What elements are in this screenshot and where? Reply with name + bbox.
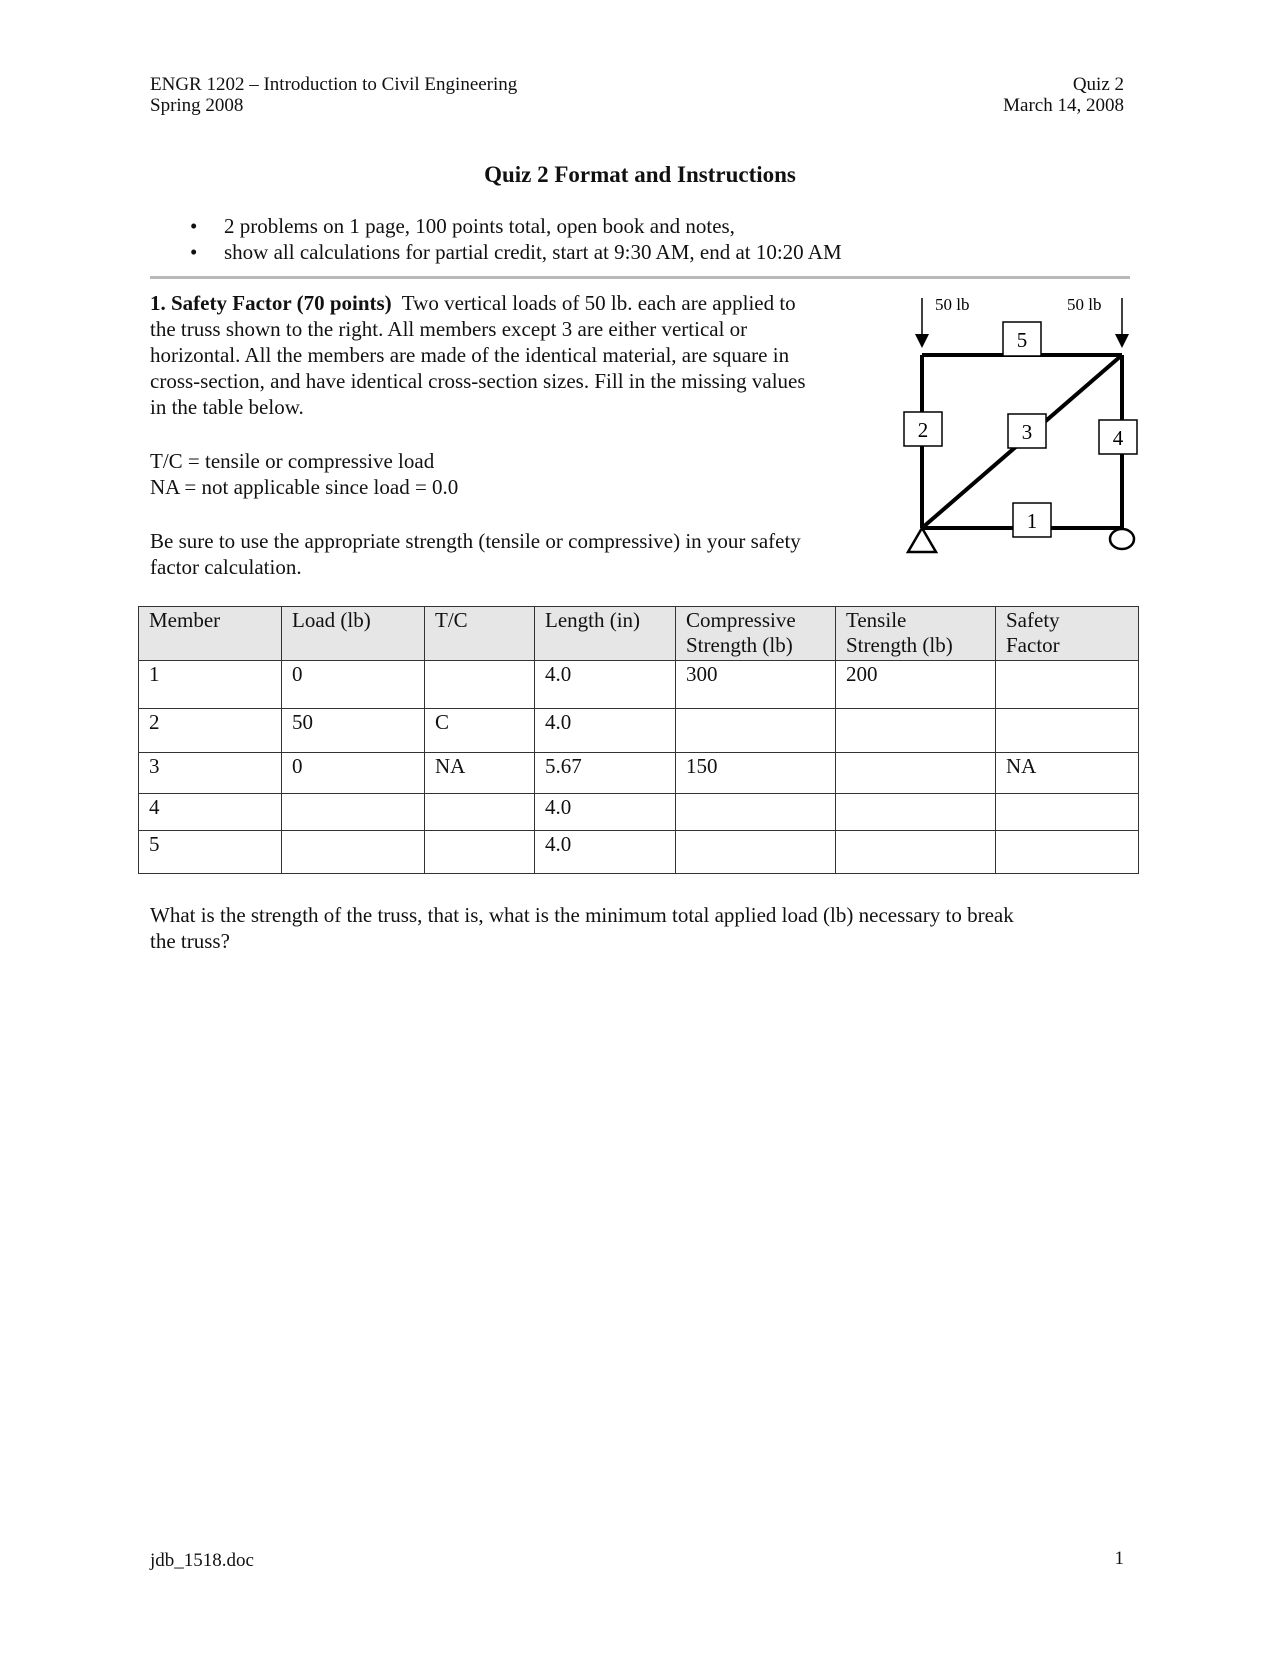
- arrowhead-left-icon: [915, 334, 929, 348]
- cell: [996, 831, 1139, 874]
- instructions-list: [186, 213, 842, 265]
- cell: [996, 794, 1139, 831]
- cell: [676, 794, 836, 831]
- cell: [836, 709, 996, 753]
- table-row: [139, 831, 1139, 874]
- safety-note: [150, 528, 801, 580]
- footer-filename: jdb_1518.doc: [150, 1550, 254, 1571]
- problem-intro: [150, 290, 890, 420]
- term: Spring 2008: [150, 95, 244, 116]
- cell: [676, 831, 836, 874]
- cell: 50: [282, 709, 425, 753]
- cell: [996, 709, 1139, 753]
- cell: 0: [282, 661, 425, 709]
- note-line: Be sure to use the appropriate strength (tensile or compressive) in your safety: [150, 529, 801, 553]
- roller-support-icon: [1110, 529, 1134, 549]
- table-row: [139, 753, 1139, 794]
- pin-support-icon: [908, 528, 936, 552]
- cell: [425, 661, 535, 709]
- cell: 4.0: [535, 831, 676, 874]
- question-line: What is the strength of the truss, that is, what is the minimum total applied load (lb) necessary to break: [150, 903, 1014, 927]
- col-header: Safety Factor: [996, 607, 1139, 661]
- table-row: [139, 661, 1139, 709]
- problem-label: 1. Safety Factor (70 points): [150, 291, 392, 315]
- intro-line: Two vertical loads of 50 lb. each are applied to: [401, 291, 796, 315]
- col-header: Member: [139, 607, 282, 661]
- member-label-2: 2: [917, 418, 929, 442]
- cell: 4.0: [535, 661, 676, 709]
- cell: [836, 753, 996, 794]
- member-label-5: 5: [1016, 328, 1028, 352]
- truss-diagram: [895, 290, 1145, 560]
- member-label-4: 4: [1112, 426, 1124, 450]
- definitions: [150, 448, 458, 500]
- cell: 200: [836, 661, 996, 709]
- load-label-left: 50 lb: [935, 295, 970, 314]
- course-title: ENGR 1202 – Introduction to Civil Engineering: [150, 74, 518, 95]
- cell: [836, 831, 996, 874]
- cell: [425, 831, 535, 874]
- quiz-number: Quiz 2: [1072, 74, 1124, 95]
- col-header: Compressive Strength (lb): [676, 607, 836, 661]
- intro-line: horizontal. All the members are made of the identical material, are square in: [150, 343, 790, 367]
- load-label-right: 50 lb: [1067, 295, 1102, 314]
- cell: NA: [996, 753, 1139, 794]
- divider: [150, 276, 1130, 279]
- quiz-date: March 14, 2008: [1003, 95, 1124, 116]
- page-number: 1: [1114, 1548, 1124, 1569]
- cell: [836, 794, 996, 831]
- cell: 0: [282, 753, 425, 794]
- intro-line: cross-section, and have identical cross-section sizes. Fill in the missing values: [150, 369, 806, 393]
- cell: 3: [139, 753, 282, 794]
- cell: 4.0: [535, 709, 676, 753]
- note-line: factor calculation.: [150, 555, 302, 579]
- col-header: Tensile Strength (lb): [836, 607, 996, 661]
- cell: 150: [676, 753, 836, 794]
- cell: [425, 794, 535, 831]
- cell: 4.0: [535, 794, 676, 831]
- cell: [282, 831, 425, 874]
- cell: 5.67: [535, 753, 676, 794]
- col-header: Load (lb): [282, 607, 425, 661]
- member-label-1: 1: [1026, 509, 1038, 533]
- intro-line: in the table below.: [150, 395, 304, 419]
- header-left: [150, 74, 517, 116]
- definition-na: NA = not applicable since load = 0.0: [150, 475, 459, 499]
- header-right: [1003, 74, 1124, 116]
- table-row: [139, 794, 1139, 831]
- cell: 1: [139, 661, 282, 709]
- definition-tc: T/C = tensile or compressive load: [150, 449, 435, 473]
- member-label-3: 3: [1021, 420, 1033, 444]
- cell: [282, 794, 425, 831]
- member-table: [138, 606, 1139, 874]
- question: [150, 902, 1150, 954]
- cell: [676, 709, 836, 753]
- intro-line: the truss shown to the right. All members except 3 are either vertical or: [150, 317, 748, 341]
- cell: NA: [425, 753, 535, 794]
- page-title: Quiz 2 Format and Instructions: [484, 162, 796, 187]
- instruction-item: • 2 problems on 1 page, 100 points total, open book and notes,: [186, 213, 842, 239]
- cell: [996, 661, 1139, 709]
- table-header-row: [139, 607, 1139, 661]
- table-row: [139, 709, 1139, 753]
- arrowhead-right-icon: [1115, 334, 1129, 348]
- instruction-item: • show all calculations for partial credit, start at 9:30 AM, end at 10:20 AM: [186, 239, 842, 265]
- col-header: T/C: [425, 607, 535, 661]
- cell: C: [425, 709, 535, 753]
- cell: 4: [139, 794, 282, 831]
- cell: 5: [139, 831, 282, 874]
- question-line: the truss?: [150, 929, 230, 953]
- col-header: Length (in): [535, 607, 676, 661]
- cell: 300: [676, 661, 836, 709]
- cell: 2: [139, 709, 282, 753]
